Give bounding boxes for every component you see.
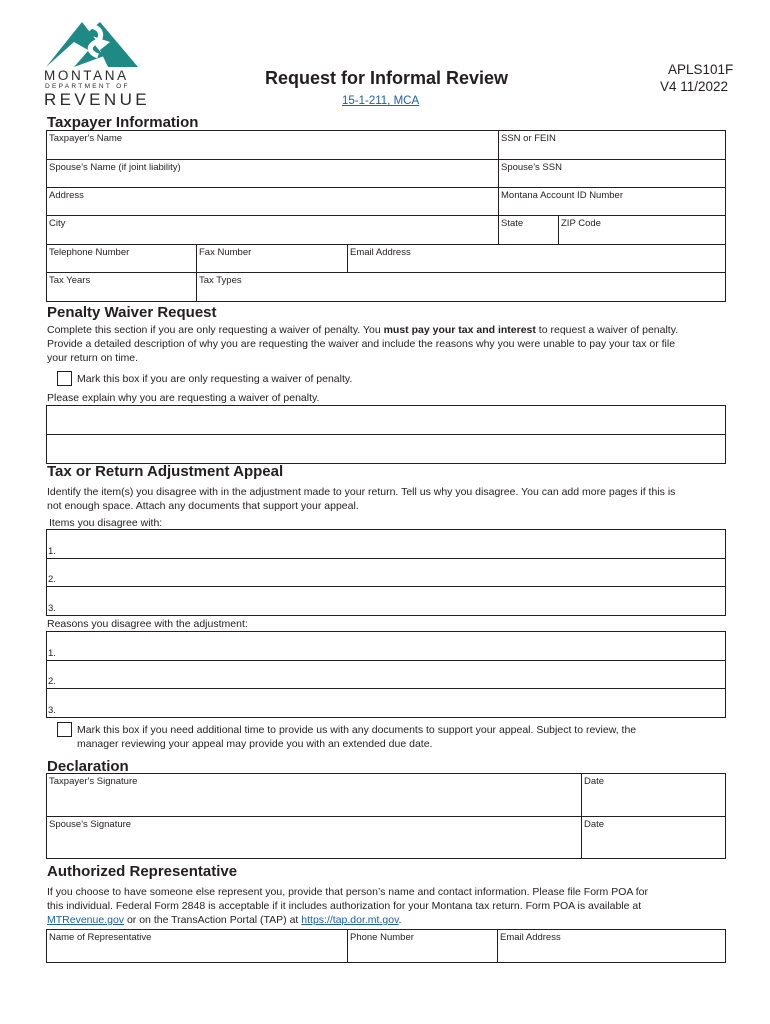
page-title: Request for Informal Review xyxy=(265,68,509,88)
representative-email-label: Email Address xyxy=(500,932,561,943)
state-field[interactable] xyxy=(498,215,559,245)
spouse-ssn-field[interactable] xyxy=(498,159,726,188)
extra-time-checkbox[interactable] xyxy=(57,722,72,737)
penalty-explain-label: Please explain why you are requesting a waiver of penalty. xyxy=(47,392,320,404)
taxpayer-info-heading: Taxpayer Information xyxy=(47,114,199,131)
fax-label: Fax Number xyxy=(199,247,252,258)
representative-heading: Authorized Representative xyxy=(47,863,238,880)
penalty-intro-b: to request a waiver of penalty. xyxy=(535,324,679,336)
penalty-explain-line-1[interactable] xyxy=(46,405,726,435)
form-version: V4 11/2022 xyxy=(660,79,729,94)
extra-time-line2: manager reviewing your appeal may provide you with an extended due date. xyxy=(77,738,433,750)
reason-number-2: 2. xyxy=(48,676,56,687)
representative-line1: If you choose to have someone else represent you, provide that person’s name and contact information. Please file Form POA for xyxy=(47,886,648,898)
spouse-signature-label: Spouse's Signature xyxy=(49,819,132,830)
representative-line2: this individual. Federal Form 2848 is acceptable if it includes authorization for your Montana tax return. Form POA is available at xyxy=(47,900,642,912)
state-label: State xyxy=(501,218,524,229)
penalty-intro-a: Complete this section if you are only requesting a waiver of penalty. You xyxy=(47,324,384,336)
date-label-1: Date xyxy=(584,776,605,787)
penalty-intro xyxy=(47,323,737,365)
city-field[interactable] xyxy=(46,215,499,245)
penalty-only-checkbox-label: Mark this box if you are only requesting a waiver of penalty. xyxy=(77,373,353,385)
taxpayer-signature-label: Taxpayer's Signature xyxy=(49,776,138,787)
tax-years-field[interactable] xyxy=(46,272,197,302)
representative-intro xyxy=(47,885,737,927)
appeal-heading: Tax or Return Adjustment Appeal xyxy=(47,463,284,480)
zip-field[interactable] xyxy=(558,215,726,245)
item-number-2: 2. xyxy=(48,574,56,585)
item-row-3[interactable] xyxy=(46,586,726,616)
reason-row-3[interactable] xyxy=(46,688,726,718)
item-number-3: 3. xyxy=(48,603,56,614)
mtrevenue-link[interactable]: MTRevenue.gov xyxy=(47,914,125,926)
penalty-intro-bold: must pay your tax and interest xyxy=(383,324,536,336)
representative-line3-mid: or on the TransAction Portal (TAP) at xyxy=(124,914,302,926)
ssn-label: SSN or FEIN xyxy=(501,133,556,144)
email-field[interactable] xyxy=(347,244,726,273)
items-label: Items you disagree with: xyxy=(49,517,163,529)
address-label: Address xyxy=(49,190,84,201)
taxpayer-name-field[interactable] xyxy=(46,130,499,160)
logo-line-department: DEPARTMENT OF xyxy=(45,83,130,90)
telephone-label: Telephone Number xyxy=(49,247,130,258)
address-field[interactable] xyxy=(46,187,499,216)
email-label: Email Address xyxy=(350,247,411,258)
representative-line3-end: . xyxy=(398,914,402,926)
tax-years-label: Tax Years xyxy=(49,275,91,286)
penalty-intro-line3: your return on time. xyxy=(47,352,139,364)
penalty-waiver-heading: Penalty Waiver Request xyxy=(47,304,217,321)
tap-portal-link[interactable]: https://tap.dor.mt.gov xyxy=(301,914,399,926)
reason-number-3: 3. xyxy=(48,705,56,716)
reasons-label: Reasons you disagree with the adjustment: xyxy=(47,618,248,630)
date-label-2: Date xyxy=(584,819,605,830)
tax-types-label: Tax Types xyxy=(199,275,242,286)
reason-row-1[interactable] xyxy=(46,631,726,661)
representative-name-label: Name of Representative xyxy=(49,932,152,943)
appeal-intro-line2: not enough space. Attach any documents that support your appeal. xyxy=(47,500,359,512)
spouse-ssn-label: Spouse's SSN xyxy=(501,162,562,173)
item-number-1: 1. xyxy=(48,546,56,557)
mountain-logo-icon xyxy=(44,20,140,70)
penalty-only-checkbox[interactable] xyxy=(57,371,72,386)
taxpayer-signature-field[interactable] xyxy=(46,773,582,817)
logo-line-montana: MONTANA xyxy=(44,68,129,83)
appeal-intro xyxy=(47,485,737,513)
telephone-field[interactable] xyxy=(46,244,197,273)
item-row-1[interactable] xyxy=(46,529,726,559)
date-field-2[interactable] xyxy=(581,816,726,859)
spouse-name-label: Spouse's Name (if joint liability) xyxy=(49,162,181,173)
fax-field[interactable] xyxy=(196,244,348,273)
representative-phone-field[interactable] xyxy=(347,929,498,963)
item-row-2[interactable] xyxy=(46,558,726,587)
statute-link[interactable]: 15-1-211, MCA xyxy=(342,95,420,107)
penalty-explain-line-2[interactable] xyxy=(46,434,726,464)
representative-name-field[interactable] xyxy=(46,929,348,963)
spouse-name-field[interactable] xyxy=(46,159,499,188)
penalty-intro-line1 xyxy=(47,323,737,337)
reason-row-2[interactable] xyxy=(46,660,726,689)
appeal-intro-line1: Identify the item(s) you disagree with in the adjustment made to your return. Tell us why you disagree. You can add more pages if this is xyxy=(47,486,676,498)
account-id-field[interactable] xyxy=(498,187,726,216)
form-id: APLS101F xyxy=(668,62,734,77)
extra-time-line1: Mark this box if you need additional time to provide us with any documents to support your appeal. Subject to review, the xyxy=(77,724,637,736)
declaration-heading: Declaration xyxy=(47,758,129,775)
penalty-intro-line2: Provide a detailed description of why you are requesting the waiver and include the reasons why you were unable to pay your tax or file xyxy=(47,338,676,350)
ssn-field[interactable] xyxy=(498,130,726,160)
representative-phone-label: Phone Number xyxy=(350,932,414,943)
zip-label: ZIP Code xyxy=(561,218,601,229)
spouse-signature-field[interactable] xyxy=(46,816,582,859)
extra-time-label xyxy=(77,723,727,751)
taxpayer-name-label: Taxpayer's Name xyxy=(49,133,123,144)
representative-line3 xyxy=(47,913,737,927)
city-label: City xyxy=(49,218,66,229)
tax-types-field[interactable] xyxy=(196,272,726,302)
reason-number-1: 1. xyxy=(48,648,56,659)
logo-line-revenue: REVENUE xyxy=(44,90,150,109)
account-id-label: Montana Account ID Number xyxy=(501,190,623,201)
representative-email-field[interactable] xyxy=(497,929,726,963)
date-field-1[interactable] xyxy=(581,773,726,817)
department-logo xyxy=(44,20,150,109)
